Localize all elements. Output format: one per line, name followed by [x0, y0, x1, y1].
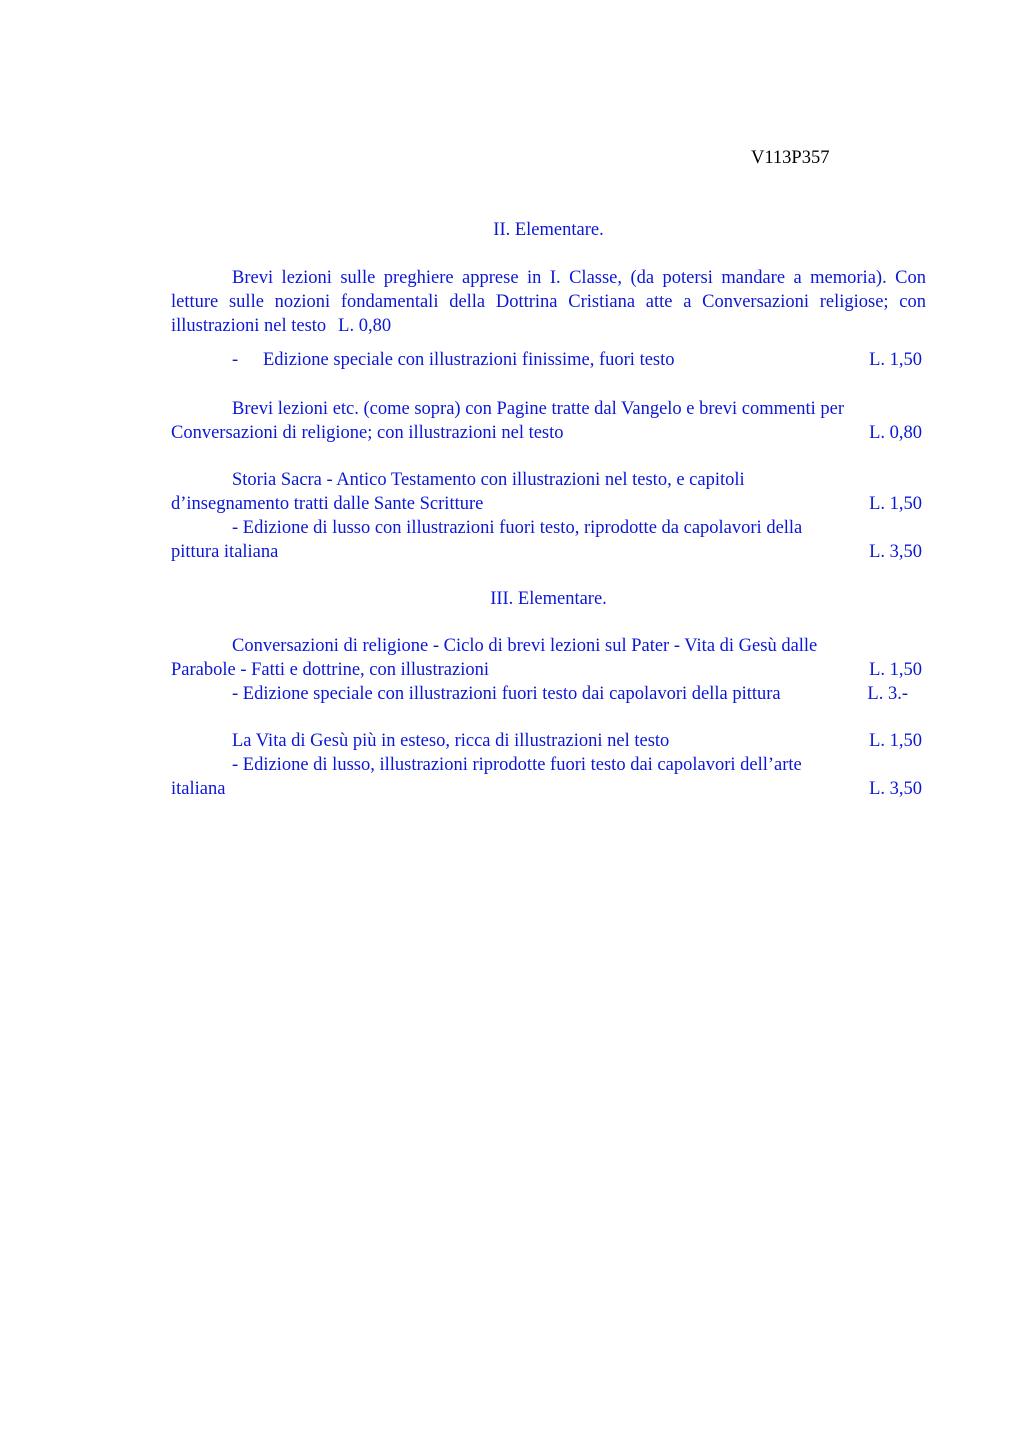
entry-text-line1: Conversazioni di religione - Ciclo di brevi lezioni sul Pater - Vita di Gesù dalle [232, 636, 818, 656]
entry-price: L. 1,50 [869, 350, 922, 370]
dash-marker: - [232, 350, 239, 370]
entry-price: L. 1,50 [869, 660, 922, 680]
section-heading-ii: II. Elementare. [493, 220, 604, 240]
entry-storia-sacra-lusso [171, 516, 926, 564]
entry-conversazioni-religione [171, 634, 926, 682]
entry-price: L. 3.- [867, 684, 908, 704]
entry-vita-di-gesu [171, 729, 922, 753]
entry-text: Edizione speciale con illustrazioni finissime, fuori testo [263, 350, 675, 370]
entry-text-line2: Conversazioni di religione; con illustrazioni nel testo [171, 423, 564, 443]
entry-storia-sacra [171, 468, 926, 516]
entry-brevi-lezioni-preghiere [171, 266, 926, 338]
entry-price: L. 0,80 [338, 316, 392, 336]
entry-text-line1: Brevi lezioni etc. (come sopra) con Pagine tratte dal Vangelo e brevi commenti per [232, 399, 844, 419]
entry-text: Brevi lezioni sulle preghiere apprese in I. Classe, (da potersi mandare a memoria). Con letture sulle nozioni fondamentali della Dottrina Cristiana atte a Conversazioni religiose; con illustrazioni nel testo [171, 268, 926, 336]
entry-text-line1: - Edizione di lusso con illustrazioni fuori testo, riprodotte da capolavori della [232, 518, 803, 538]
entry-price: L. 1,50 [869, 494, 922, 514]
entry-price: L. 0,80 [869, 423, 922, 443]
entry-text-line2: d’insegnamento tratti dalle Sante Scritture [171, 494, 484, 514]
entry-text-line2: pittura italiana [171, 542, 279, 562]
entry-vita-di-gesu-lusso [171, 753, 926, 801]
entry-price: L. 3,50 [869, 779, 922, 799]
entry-text-line1: - Edizione di lusso, illustrazioni riprodotte fuori testo dai capolavori dell’arte [232, 755, 802, 775]
entry-text-line1: Storia Sacra - Antico Testamento con illustrazioni nel testo, e capitoli [232, 470, 745, 490]
entry-text-line2: italiana [171, 779, 226, 799]
entry-price: L. 1,50 [869, 731, 922, 751]
entry-text: - Edizione speciale con illustrazioni fuori testo dai capolavori della pittura [232, 684, 781, 704]
entry-text: La Vita di Gesù più in esteso, ricca di illustrazioni nel testo [232, 731, 670, 751]
entry-price: L. 3,50 [869, 542, 922, 562]
reference-code: V113P357 [751, 148, 830, 168]
section-heading-iii: III. Elementare. [490, 589, 607, 609]
entry-brevi-lezioni-vangelo [171, 397, 926, 445]
entry-conversazioni-edizione-speciale [171, 682, 922, 706]
entry-edizione-speciale-finissime [171, 348, 922, 372]
entry-text-line2: Parabole - Fatti e dottrine, con illustrazioni [171, 660, 490, 680]
